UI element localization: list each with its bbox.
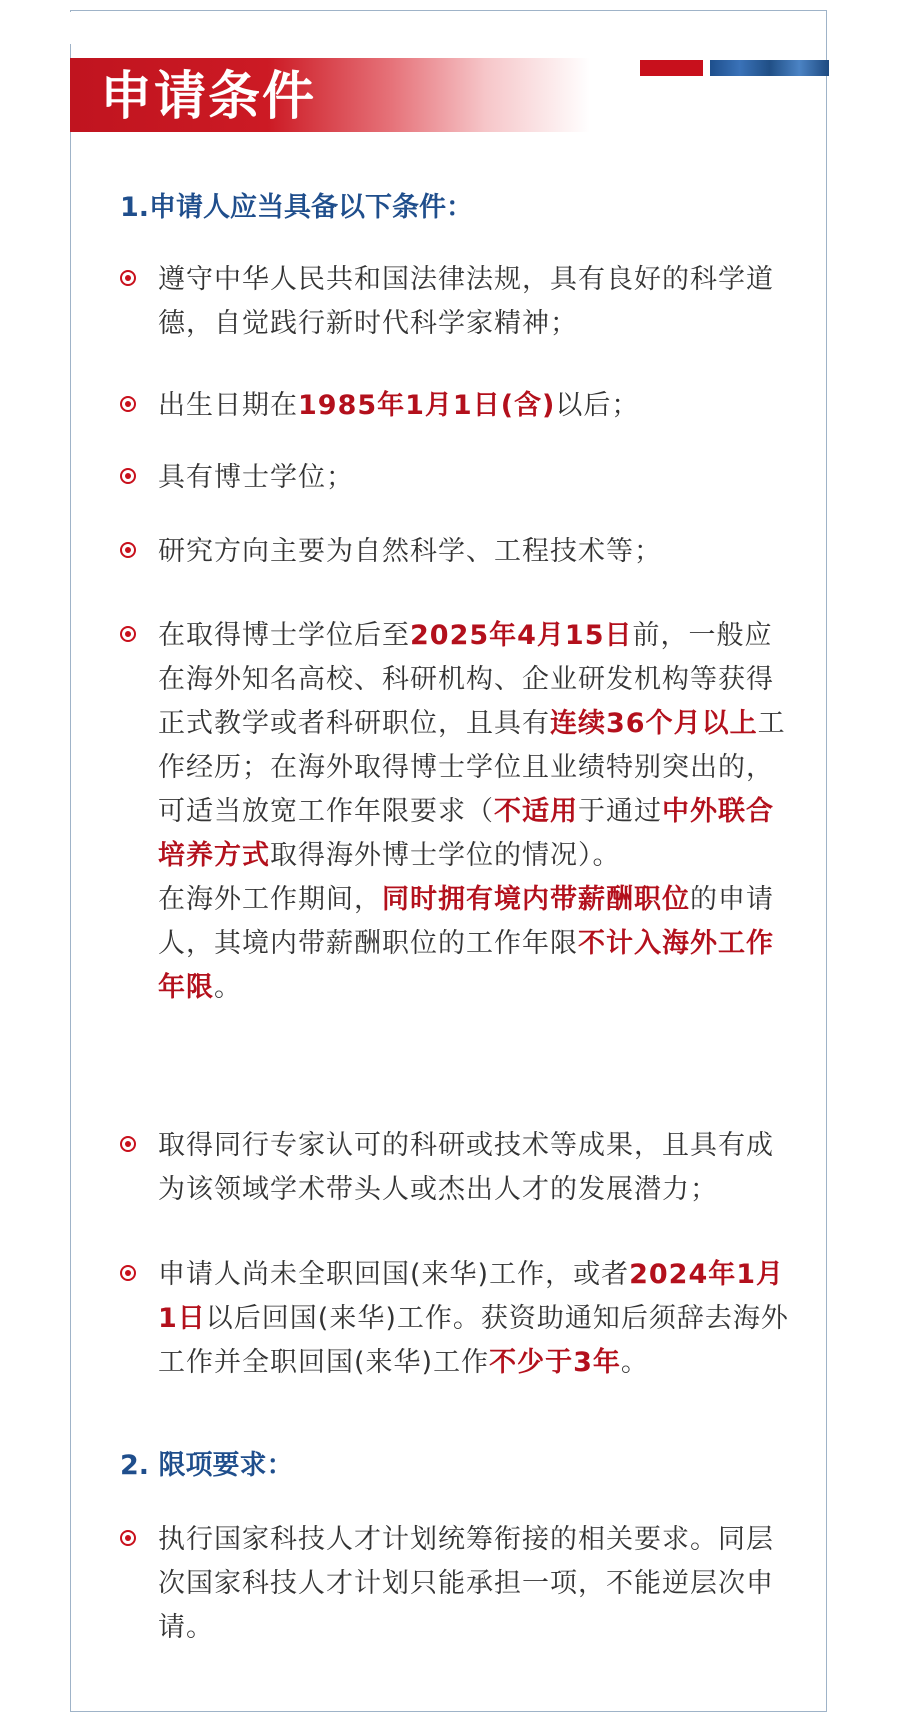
highlight-text: 连续36个月以上 bbox=[550, 708, 758, 739]
text-segment: 于通过 bbox=[578, 796, 662, 827]
item-text bbox=[158, 384, 800, 428]
text-segment: 遵守中华人民共和国法律法规，具有良好的科学道德，自觉践行新时代科学家精神； bbox=[158, 264, 774, 339]
list-item bbox=[120, 614, 800, 1010]
text-segment: 。 bbox=[620, 1347, 649, 1378]
text-segment: 以后回国(来华)工作。获资助通知后须辞去海外工作并全职回国(来华)工作 bbox=[158, 1303, 789, 1378]
list-item bbox=[120, 1124, 800, 1212]
list-item bbox=[120, 530, 800, 574]
item-text bbox=[158, 456, 800, 500]
bullet-icon bbox=[120, 396, 136, 412]
bullet-icon bbox=[120, 542, 136, 558]
item-text bbox=[158, 258, 800, 346]
text-segment: 执行国家科技人才计划统筹衔接的相关要求。同层次国家科技人才计划只能承担一项，不能逆层次申请。 bbox=[158, 1524, 774, 1643]
item-text bbox=[158, 530, 800, 574]
item-text bbox=[158, 614, 800, 1010]
text-segment: 申请人尚未全职回国(来华)工作，或者 bbox=[158, 1259, 630, 1290]
text-segment: 在取得博士学位后至 bbox=[158, 620, 410, 651]
bullet-icon bbox=[120, 270, 136, 286]
decor-blue-bar bbox=[710, 60, 829, 76]
text-segment: 的申请人，其境内带薪酬职位的工作年限 bbox=[158, 884, 774, 959]
section-heading-limits: 2. 限项要求： bbox=[120, 1450, 294, 1481]
highlight-text: 不适用 bbox=[494, 796, 578, 827]
list-item bbox=[120, 384, 800, 428]
text-segment: 以后； bbox=[555, 390, 640, 421]
text-segment: 在海外工作期间， bbox=[158, 884, 382, 915]
list-item bbox=[120, 1518, 800, 1650]
decor-red-bar bbox=[640, 60, 703, 76]
highlight-text: 2025年4月15日 bbox=[410, 620, 633, 651]
list-item bbox=[120, 258, 800, 346]
text-segment: 取得同行专家认可的科研或技术等成果，且具有成为该领域学术带头人或杰出人才的发展潜力； bbox=[158, 1130, 774, 1205]
highlight-text: 中外联合培养方式 bbox=[158, 796, 774, 871]
list-item bbox=[120, 1253, 800, 1385]
text-segment: 。 bbox=[214, 972, 242, 1003]
highlight-text: 2024年1月1日 bbox=[158, 1259, 785, 1334]
bullet-icon bbox=[120, 1136, 136, 1152]
item-text bbox=[158, 1124, 800, 1212]
bullet-icon bbox=[120, 468, 136, 484]
highlight-text: 同时拥有境内带薪酬职位 bbox=[382, 884, 690, 915]
highlight-text: 不计入海外工作年限 bbox=[158, 928, 774, 1003]
text-segment: 工作经历；在海外取得博士学位且业绩特别突出的，可适当放宽工作年限要求（ bbox=[158, 708, 786, 827]
list-item bbox=[120, 456, 800, 500]
text-segment: 出生日期在 bbox=[158, 390, 298, 421]
text-segment: 前，一般应在海外知名高校、科研机构、企业研发机构等获得正式教学或者科研职位，且具有 bbox=[158, 620, 774, 739]
bullet-icon bbox=[120, 626, 136, 642]
text-segment: 取得海外博士学位的情况）。 bbox=[270, 840, 621, 871]
banner-title: 申请条件 bbox=[100, 67, 317, 127]
text-segment: 研究方向主要为自然科学、工程技术等； bbox=[158, 536, 662, 567]
section-heading-conditions: 1.申请人应当具备以下条件： bbox=[120, 192, 474, 223]
highlight-text: 不少于3年 bbox=[489, 1347, 621, 1378]
bullet-icon bbox=[120, 1265, 136, 1281]
frame-gap bbox=[66, 12, 74, 44]
item-text bbox=[158, 1253, 800, 1385]
bullet-icon bbox=[120, 1530, 136, 1546]
item-text bbox=[158, 1518, 800, 1650]
highlight-text: 1985年1月1日(含) bbox=[298, 390, 556, 421]
text-segment: 具有博士学位； bbox=[158, 462, 354, 493]
